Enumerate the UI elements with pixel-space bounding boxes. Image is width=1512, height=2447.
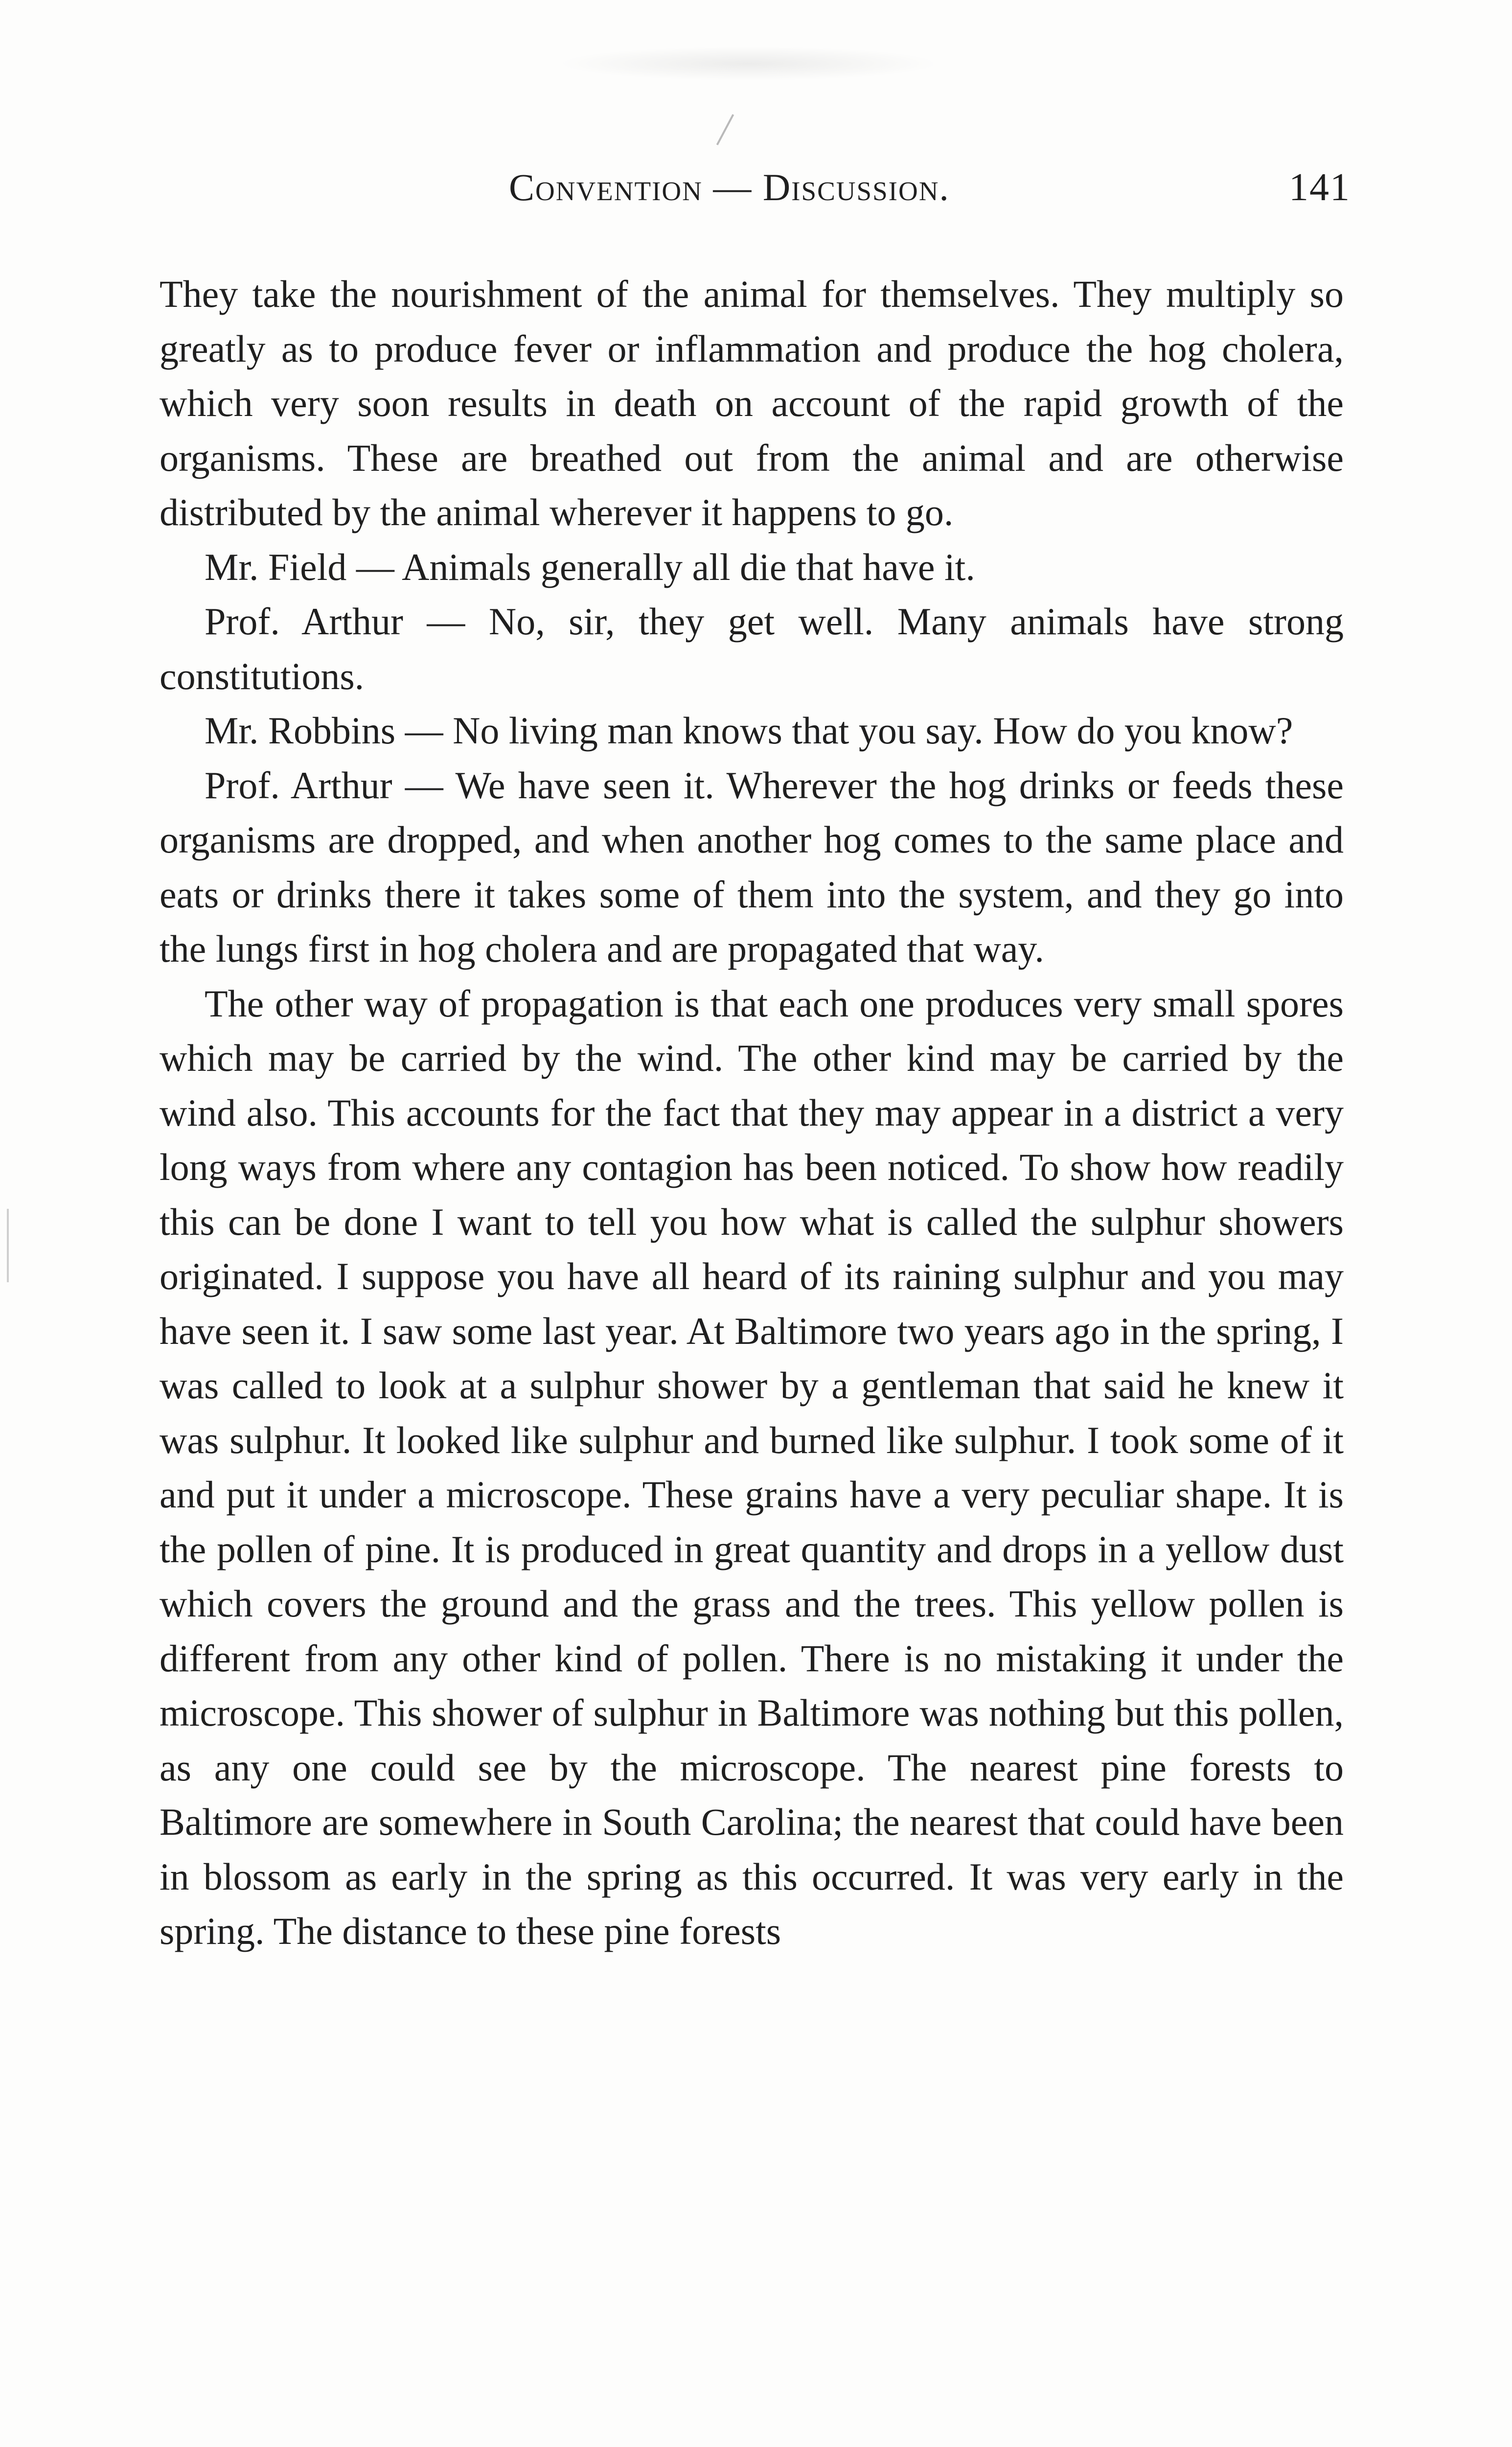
pencil-mark (716, 114, 734, 145)
page-number: 141 (1289, 166, 1351, 209)
paragraph-5: Prof. Arthur — We have seen it. Wherever the hog drinks or feeds these organisms are dropped, and when another hog comes to the same place and eats or drinks there it takes some of them into the system, and they go into the lungs first in hog cholera and are propagated that way. (160, 763, 1344, 970)
page-header (509, 165, 1351, 219)
margin-mark (7, 1209, 9, 1282)
paragraph-3: Prof. Arthur — No, sir, they get well. Many animals have strong constitutions. (160, 600, 1344, 697)
paragraph-4: Mr. Robbins — No living man knows that you say. How do you know? (205, 709, 1293, 752)
print-smudge (558, 46, 939, 81)
paragraph-2: Mr. Field — Animals generally all die that have it. (205, 545, 975, 588)
running-head: Convention — Discussion. (509, 166, 950, 208)
paragraph-1: They take the nourishment of the animal for themselves. They multiply so greatly as to produce fever or inflammation and produce the hog cholera, which very soon results in death on account of the rapid growth of the organisms. These are breathed out from the animal and are otherwise distributed by the animal wherever it happens to go. (160, 273, 1344, 533)
body-text (160, 267, 1344, 1959)
paragraph-6: The other way of propagation is that each one produces very small spores which may be carried by the wind. The other kind may be carried by the wind also. This accounts for the fact that they may appear in a district a very long ways from where any contagion has been noticed. To show how readily this can be done I want to tell you how what is called the sulphur showers originated. I suppose you have all heard of its raining sulphur and you may have seen it. I saw some last year. At Baltimore two years ago in the spring, I was called to look at a sulphur shower by a gentleman that said he knew it was sulphur. It looked like sulphur and burned like sulphur. I took some of it and put it under a microscope. These grains have a very peculiar shape. It is the pollen of pine. It is produced in great quantity and drops in a yellow dust which covers the ground and the grass and the trees. This yellow pollen is different from any other kind of pollen. There is no mistaking it under the microscope. This shower of sulphur in Baltimore was nothing but this pollen, as any one could see by the microscope. The nearest pine forests to Baltimore are somewhere in South Carolina; the nearest that could have been in blossom as early in the spring as this occurred. It was very early in the spring. The distance to these pine forests (160, 982, 1344, 1952)
